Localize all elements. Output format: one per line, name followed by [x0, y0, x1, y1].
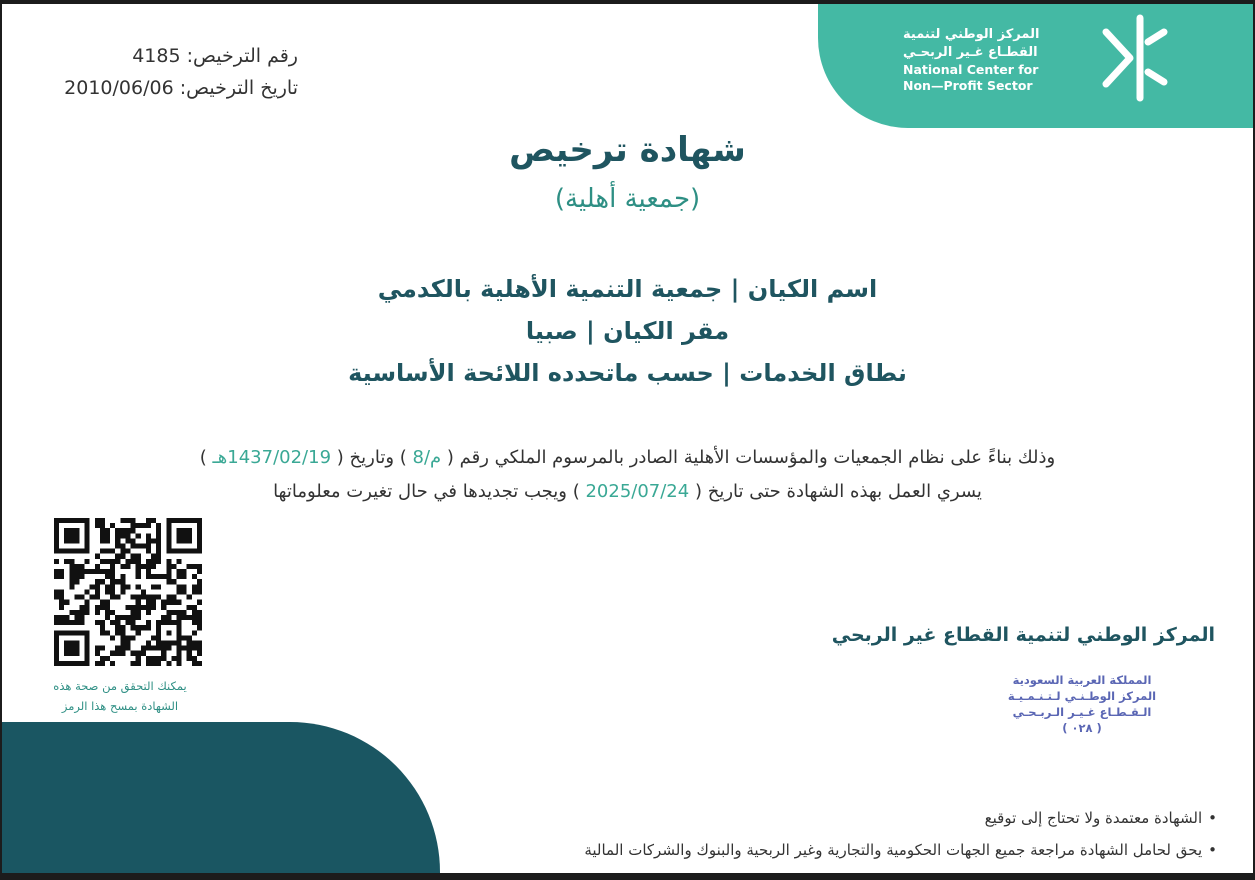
basis-text: ) [199, 447, 207, 468]
entity-hq: مقر الكيان | صبيا [525, 317, 730, 345]
stamp-line4: ( ٠٢٨ ) [1062, 721, 1102, 735]
qr-caption-line1: يمكنك التحقق من صحة هذه [53, 679, 187, 693]
valid-until-date: 2025/07/24 [585, 481, 690, 502]
basis-line-2 [2, 475, 1253, 509]
license-date: تاريخ الترخيص: 2010/06/06 [64, 77, 298, 99]
logo-ar-line2: القطـاع غـير الربحـي [903, 45, 1038, 60]
logo-ar-line1: المركز الوطني لتنمية [903, 27, 1040, 42]
decree-number: م/8 [412, 447, 442, 468]
entity-name: اسم الكيان | جمعية التنمية الأهلية بالكدمي [377, 275, 878, 303]
basis-text: وذلك بناءً على نظام الجمعيات والمؤسسات الأهلية الصادر بالمرسوم الملكي رقم ( [446, 447, 1056, 468]
verification-qr-code[interactable] [54, 518, 202, 666]
qr-caption [32, 676, 208, 716]
note-item: • يحق لحامل الشهادة مراجعة جميع الجهات الحكومية والتجارية وغير الربحية والبنوك والشركات المالية [584, 834, 1217, 866]
official-stamp [1002, 672, 1162, 736]
logo-en-line2: Non—Profit Sector [903, 78, 1033, 93]
basis-text: ) ويجب تجديدها في حال تغيرت معلوماتها [273, 481, 580, 502]
stamp-line3: الـقـطـاع غـيـر الـربـحـي [1012, 705, 1152, 719]
legal-basis [2, 441, 1253, 509]
stamp-line1: المملكة العربية السعودية [1012, 673, 1152, 687]
stamp-line2: المركز الوطـنـي لـتـنـمـيـة [1007, 689, 1157, 703]
logo-en-line1: National Center for [903, 62, 1039, 77]
qr-caption-line2: الشهادة بمسح هذا الرمز [61, 699, 179, 713]
basis-text: يسري العمل بهذه الشهادة حتى تاريخ ( [694, 481, 982, 502]
issuer-name: المركز الوطني لتنمية القطاع غير الربحي [831, 624, 1215, 646]
entity-details [2, 268, 1253, 394]
certificate-page [2, 4, 1253, 873]
certificate-subtitle: (جمعية أهلية) [554, 184, 701, 214]
basis-text: ) وتاريخ ( [336, 447, 407, 468]
certificate-notes [584, 802, 1217, 866]
ncnp-logo-icon [1100, 10, 1170, 106]
license-number: رقم الترخيص: 4185 [132, 45, 298, 67]
note-item: • الشهادة معتمدة ولا تحتاج إلى توقيع [584, 802, 1217, 834]
license-info [64, 40, 298, 104]
decree-date: 1437/02/19هـ [212, 447, 332, 468]
service-scope: نطاق الخدمات | حسب ماتحدده اللائحة الأساسية [348, 359, 907, 387]
certificate-title: شهادة ترخيص [509, 130, 746, 170]
ncnp-logo-text [903, 26, 1103, 94]
footer-decoration [2, 722, 440, 873]
basis-line-1 [2, 441, 1253, 475]
